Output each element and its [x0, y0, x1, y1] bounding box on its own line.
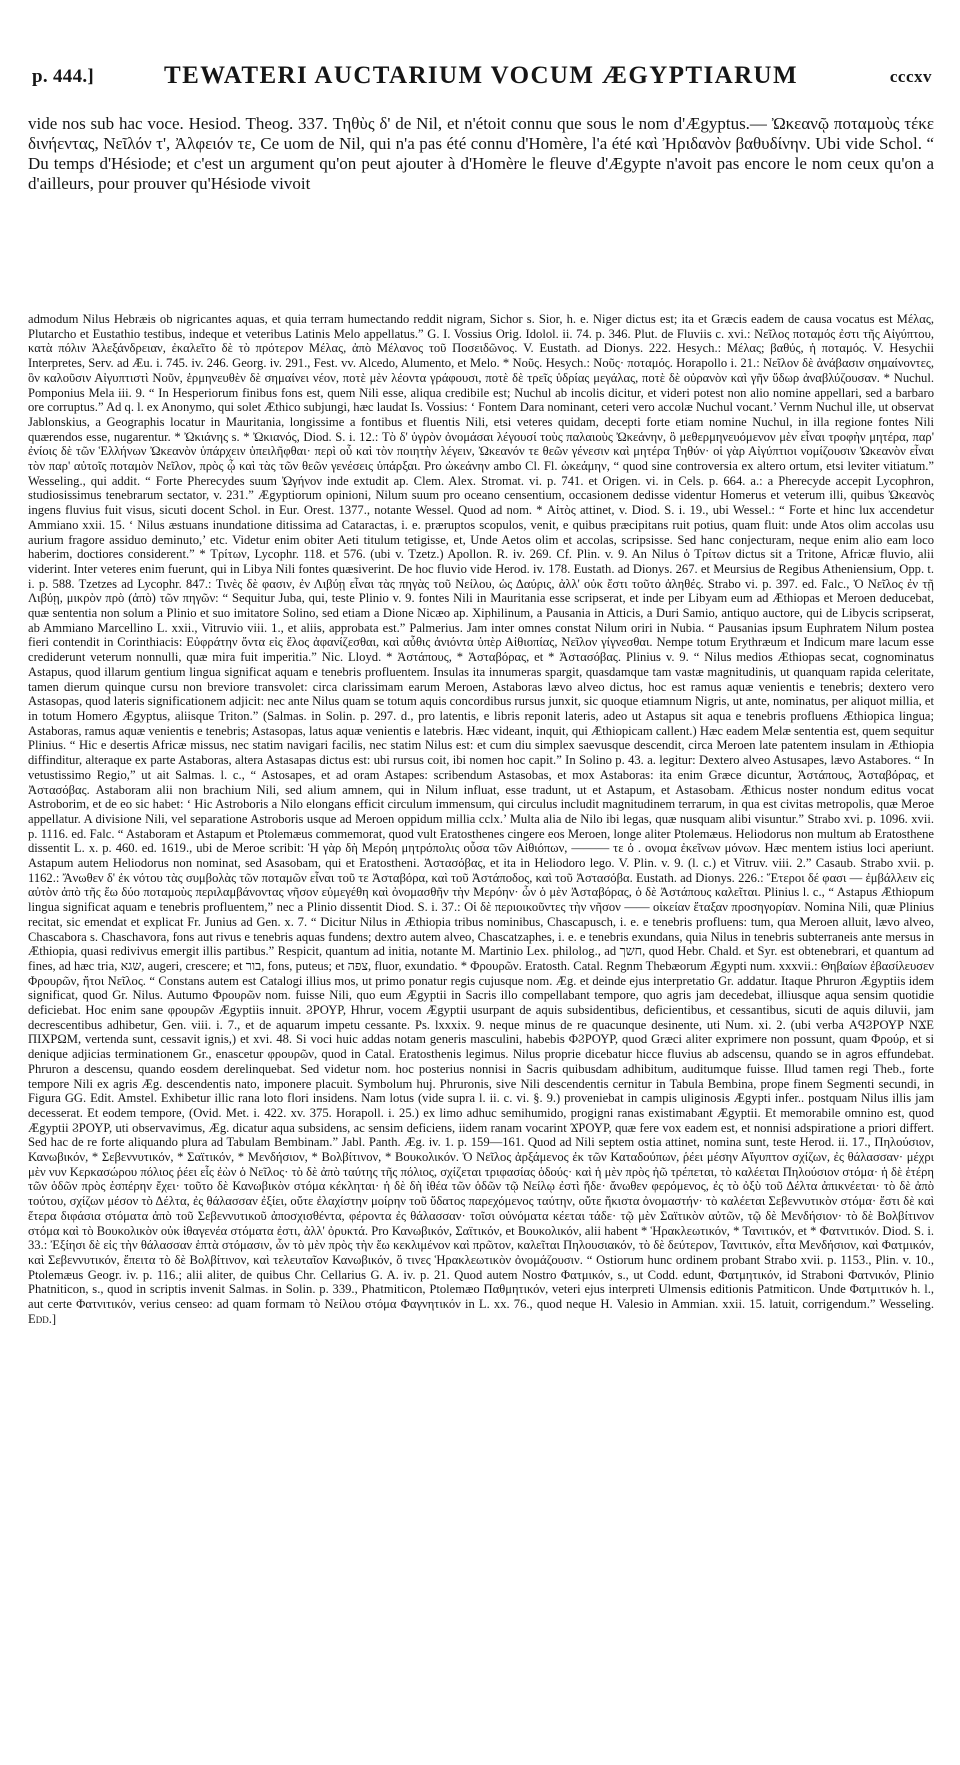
- running-header: [28, 52, 934, 92]
- footnotes-block: [28, 312, 934, 1327]
- page-number: p. 444.]: [32, 66, 95, 87]
- editor-mark: Edd.]: [28, 1311, 57, 1326]
- document-page: [28, 52, 934, 1327]
- folio-number: cccxv: [889, 67, 932, 86]
- running-title: TEWATERI AUCTARIUM VOCUM ÆGYPTIARUM: [164, 62, 798, 89]
- footnote-text: admodum Nilus Hebræis ob nigricantes aquas, et quia terram humectando reddit nigram, Sichor s. Sior, h. e. Niger dictus est; ita et Græcis eadem de causa vocatus est Μέλας, Plutarcho et Eustathio testibus, indeque et veteribus Latinis Melo appellatus.” G. I. Vossius Orig. Idolol. ii. 74. p. 346. Plut. de Fluviis c. xvi.: Νεῖλος ποταμός ἐστι τῆς Αἰγύπτου, κατὰ πόλιν Ἀλεξάνδρειαν, ἐκαλεῖτο δὲ τὸ πρότερον Μέλας, ἀπὸ Μέλανος τοῦ Ποσειδῶνος. V. Eustath. ad Dionys. 222. Hesych.: Μέλας; βαθύς, ἡ ποταμός. V. Hesychii Interpretes, Serv. ad Æu. i. 745. iv. 246. Georg. iv. 291., Fest. vv. Alcedo, Alumento, et Melo. * Νοῦς. Hesych.: Νοῦς· ποταμός. Horapollo i. 21.: Νεῖλον δὲ ἀνάβασιν σημαίνοντες, ὃν καλοῦσιν Αἰγυπτιστὶ Νοῦν, ἑρμηνευθὲν δὲ σημαίνει νέον, ποτὲ μὲν λέοντα γράφουσι, ποτὲ δὲ τρεῖς ὑδρίας μεγάλας, ποτὲ δὲ οὐρανὸν καὶ γῆν ὕδωρ ἀναβλύζουσαν. * Nuchul. Pomponius Mela iii. 9. “ In Hesperiorum finibus fons est, quem Nili esse, aliqua credibile est; Nuchul ab incolis dicitur, et videri potest non alio nomine appellari, sed a barbaro ore corruptus.” Ad q. l. ex Anonymo, qui solet Æthico subjungi, hæc laudat Is. Vossius: ‘ Fontem Dara nominant, ceteri vero accolæ Nuchul vocant.’ Vernm Nuchul ille, ut observat Jablonskius, a Geographis locatur in Mauritania, longissime a fontibus et fluentis Nili, etsi veteres quidam, decepti forte etiam nomine Nuchul, in illa regione fontes Nili quærendos esse, nugarentur. * Ὠκιάνης s. * Ὠκιανός, Diod. S. i. 12.: Τὸ δ' ὑγρὸν ὀνομάσαι λέγουσί τοὺς παλαιοὺς Ὠκεάνην, ὃ μεθερμηνευόμενον μὲν εἶναι τροφὴν μητέρα, παρ' ἐνίοις δὲ τῶν Ἑλλήνων Ὠκεανὸν ὑπάρχειν ὑπειλῆφθαι· περὶ οὗ καὶ τὸν ποιητὴν λέγειν, Ὠκεανόν τε θεῶν γένεσιν καὶ μητέρα Τηθύν· οἱ γὰρ Αἰγύπτιοι νομίζουσιν Ὠκεανὸν εἶναι τὸν παρ' αὐτοῖς ποταμὸν Νεῖλον, πρὸς ᾧ καὶ τὰς τῶν θεῶν γενέσεις ὑπάρξαι. Pro ὠκεάνην ambo Cl. Fl. ὠκεάμην, “ quod sine controversia ex altero ortum, etsi leviter vitiatum.” Wesseling., qui addit. “ Forte Pherecydes suum Ὠγήνον inde extudit ap. Clem. Alex. Stromat. vi. p. 741. et Origen. vi. in Cels. p. 664. a.: a Pherecyde accepit Lycophron, studiosissimus tenebrarum sectator, v. 231.” Ægyptiorum opinioni, Nilum suum pro oceano censentium, occasionem dedisse videntur Homerus et veterum illi, quibus Ὠκεανὸς ingens fluvius fuit visus, sicuti docent Schol. in Eur. Orest. 1377., notante Wessel. Quod ad nom. * Αἰτὸς attinet, v. Diod. S. i. 19., ubi Wessel.: “ Forte et hinc lux accendetur Ammiano xxii. 15. ‘ Nilus æstuans inundatione ditissima ad Cataractas, i. e. præruptos scopulos, venit, e quibus præcipitans ruit potius, quam fluit: unde Atos olim accolas usu aurium fragore assiduo deminuto,’ etc. Videtur enim obiter Aeti titulum tetigisse, et, Unde Aetos olim et accolas, scripsisse. Sed hanc conjecturam, neque enim alio eam loco haberim, doctiores considerent.” * Τρίτων, Lycophr. 118. et 576. (ubi v. Tzetz.) Apollon. R. iv. 269. Cf. Plin. v. 9. An Nilus ὁ Τρίτων dictus sit a Tritone, Africæ fluvio, alii viderint. Inter veteres enim fuerunt, qui in Libya Nili fontes quæsiverint. De hoc fluvio vide Herod. iv. 178. Eustath. ad Dionys. 267. et Meursius de Regibus Atheniensium, Opp. t. i. p. 588. Tzetzes ad Lycophr. 847.: Τινὲς δὲ φασιν, ἐν Λιβύῃ εἶναι τὰς πηγὰς τοῦ Νείλου, ὡς Δαύρις, ἀλλ' οὐκ ἔστι τοῦτο ἀληθές. Strabo vi. p. 397. ed. Falc., Ὁ Νεῖλος ἐν τῇ Λιβύῃ, μικρὸν πρὸ (ἀπὸ) τῶν πηγῶν: “ Sequitur Juba, qui, teste Plinio v. 9. fontes Nili in Mauritania esse scripserat, et inde per Libyam eum ad Æthiopas et Meroen deducebat, quæ sententia non solum a Plinio et suo imitatore Solino, sed etiam a Dione Nicæo ap. Xiphilinum, a Pausania in Atticis, a Duri Samio, antiquo auctore, qui de Libycis scripserat, ab Ammiano Marcellino L. xxii., Vitruvio viii. 1., et aliis, approbata est.” Palmerius. Jam inter omnes constat Nilum oriri in Nubia. “ Pausanias ipsum Euphratem Nilum postea fieri contendit in Corinthiacis: Εὐφράτην ὄντα εἰς ἕλος ἀφανίζεσθαι, καὶ αὖθις ἀνιόντα ὑπὲρ Αἰθιοπίας, Νεῖλον γίγνεσθαι. Nempe totum Erythræum et Indicum mare lacum esse crediderunt veterum nonnulli, quæ mira fuit imperitia.” Nic. Lloyd. * Ἀστάπους, * Ἀσταβόρας, et * Ἀστασόβας. Plinius v. 9. “ Nilus medios Æthiopas secat, cognominatus Astapus, quod illarum gentium lingua significat aquam e tenebris profluentem. Insulas ita innumeras spargit, quasdamque tam vastæ magnitudinis, ut quanquam rapida celeritate, tamen dierum quinque cursu non breviore transvolet: circa clarissimam earum Meroen, Astaboras lævo alveo dictus, hoc est ramus aquæ venientis e tenebris; dextero vero Astasopas, quod lateris significationem adjicit: nec ante Nilus quam se totum aquis concordibus rursus junxit, sic quoque etiamnum Nigris, ut ante, nominatus, per aliquot millia, et in totum Homero Ægyptus, aliisque Triton.” (Salmas. in Solin. p. 297. d., pro latentis, e libris reponit lateris, adeo ut Astapus sit aqua e tenebris profluens Æthiopica lingua; Astaboras, ramus aquæ venientis e tenebris; Astasopas, latus aquæ venientis e latebris. Hæc videant, inquit, qui Æthiopicam callent.) Hæc eadem Melæ sententia est, quem sequitur Plinius. “ Hic e desertis Africæ missus, nec statim navigari facilis, nec statim Nilus est: et cum diu simplex saevusque descendit, circa Meroen late patentem insulam in Æthiopia diffinditur, alteraque ex parte Astaboras, altera Astasapas dictus est: ubi rursus coit, ibi nomen hoc capit.” In Solino p. 43. a. legitur: Dextero alveo Astusapes, lævo Astabores. “ In vetustissimo Regio,” ut ait Salmas. l. c., “ Astosapes, et ad oram Astapes: scribendum Astasobas, et mox Astaboras: ita enim Græce dicuntur, Ἀστάπους, Ἀσταβόρας, et Ἀστασόβας. Astaboram alii non brachium Nili, sed alium amnem, qui in Nilum influat, esse tradunt, ut et Astapum, et Astasobam. Æthicus noster nondum editus vocat Astroborim, et de eo sic habet: ‘ Hic Astroboris a Nilo elongans efficit circulum immensum, qui circulus includit magnitudinem terrarum, in qua est civitas metropolis, quæ Meroe appellatur. A divisione Nili, vel separatione Astroboris usque ad Meroen oppidum millia cclx.’ Multa alia de Nilo ibi legas, quæ nusquam alibi visuntur.” Strabo xvi. p. 1096. xvii. p. 1116. ed. Falc. “ Astaboram et Astapum et Ptolemæus commemorat, quod vult Eratosthenes cingere eos Meroen, longe aliter Ptolemæus. Heliodorus non multum ab Eratosthene dissentit L. x. p. 460. ed. 1619., ubi de Meroe scribit: Ἡ γὰρ δὴ Μερόη μητρόπολις οὖσα τῶν Αἰθιόπων, ——— τε ὁ . ονομα ἐκεῖνων μόνων. Hæc mentem istius loci aperiunt. Astapum autem Heliodorus non nominat, sed Asasobam, qui et Eratostheni. Ἀστασόβας, et ita in Heliodoro lego. V. Plin. v. 9. (l. c.) et Vitruv. viii. 2.” Casaub. Strabo xvii. p. 1162.: Ἄνωθεν δ' ἐκ νότου τὰς συμβολὰς τῶν ποταμῶν εἶναι τοῦ τε Ἀσταβόρα, καὶ τοῦ Ἀστάποδος, καὶ τοῦ Ἀστασόβα. Eustath. ad Dionys. 226.: Ἕτεροι δέ φασι — ἐμβάλλειν εἰς αὐτὸν ἀπὸ τῆς ἕω δύο ποταμοὺς περιλαμβάνοντας νῆσον εὐμεγέθη καὶ ὀνομασθῆν τὴν Μερόην· ὧν ὁ μὲν Ἀσταβόρας, ὁ δὲ Ἀστάπους καλεῖται. Plinius l. c., “ Astapus Æthiopum lingua significat aquam e tenebris profluentem,” nec a Plinio dissentit Diod. S. i. 37.: Οἱ δὲ περιοικοῦντες τὴν νῆσον —— οἰκείαν ἔταξαν προσηγορίαν. Nomina Nili, quæ Plinius recitat, sic emendat et explicat Fr. Junius ad Gen. x. 7. “ Dicitur Nilus in Æthiopia tribus nominibus, Chascapusch, i. e. e tenebris profluens: tum, qua Meroen alluit, lævo alveo, Chascabora s. Chaschavora, fons aut rivus e tenebris aquas fundens; dextro autem alveo, Chascatzaphes, i. e. e tenebris exundans, quia Nilus in tenebris subterraneis ante mersus in Æthiopia, quasi redivivus emergit illis partibus.” Respicit, quantum ad initia, notante M. Martinio Lex. philolog., ad חשך, quod Hebr. Chald. et Syr. est obtenebrari, et quantum ad fines, ad hæc tria, שגא, augeri, crescere; et בור, fons, puteus; et צפה, fluor, exundatio. * Φρουρῶν. Eratosth. Catal. Regnm Thebæorum Ægypti num. xxxvii.: Θηβαίων ἐβασίλευσεν Φρουρῶν, ἤτοι Νεῖλος. “ Constans autem est Catalogi illius mos, ut primo ponatur regis cujusque nom. Æg. et deinde ejus interpretatio Gr. addatur. Itaque Phruron Ægyptiis idem significat, quod Gr. Nilus. Autumo Φρουρῶν nom. fuisse Nili, quo eum Ægyptii in Sacris illo compellabant tempore, quo agris jam decedebat, illiusque aqua sensim quotidie deficiebat. Hoc enim sane φρουρῶν Ægyptiis innuit. ϨΡΟΥΡ, Hhrur, vocem Ægyptii usurpant de aquis subsidentibus, deficientibus, et cessantibus, sicuti de aquis diluvii, jam decrescentibus adhibetur, Gen. viii. i. 7., et de aquarum impetu cessante. Ps. lxxxix. 9. neque minus de re quacunque desinente, uti Num. xi. 2. (ubi verba ΑϤϨΡΟΥΡ ΝϪΕ ΠΙΧΡΩΜ, vertenda sunt, cessavit ignis,) et xvi. 48. Si voci huic addas notam generis masculini, habebis ΦϨΡΟΥΡ, quod Græci aliter exprimere non possunt, quam Φρούρ, et si denique adjicias terminationem Gr., enascetur φρουρῶν, quod in Catal. Eratosthenis legimus. Nilus proprie dicebatur hicce fluvius ab adscensu, quando se in agros effundebat. Phruron a descensu, quando eosdem derelinquebat. Sed videtur nom. hoc posterius nonnisi in Sacris quibusdam adhibitum, auditumque fuisse. Illud tamen regi Theb., forte tempore Nili ex agris Æg. descendentis nato, imponere placuit. Symbolum huj. Phruronis, sive Nili descendentis cernitur in Tabula Bembina, prope finem Segmenti secundi, in Figura GG. Edit. Amstel. Exhibetur illic rana loto flori insidens. Nam lotus (vide supra l. ii. c. vi. §. 9.) proveniebat in campis uliginosis Ægypti infer.. postquam Nilus illis jam decesserat. Et eodem tempore, (Ovid. Met. i. 422. xv. 375. Horapoll. i. 25.) ex limo adhuc semihumido, progigni ranas existimabant Ægyptii. Et memorabile omnino est, quod Ægyptii ϨΡΟΥΡ, uti observavimus, Æg. dicatur aqua subsidens, ac sensim deficiens, iidem ranam vocarint ϪΡΟΥΡ, quæ fere vox eadem est, et nonnisi adspiratione a priori differt. Sed hac de re forte aliquando plura ad Tabulam Bembinam.” Jabl. Panth. Æg. iv. 1. p. 159—161. Quod ad Nili septem ostia attinet, nomina sunt, teste Herod. ii. 17., Πηλούσιον, Κανωβικόν, * Σεβεννυτικόν, * Σαϊτικόν, * Μενδήσιον, * Βολβίτινον, * Βουκολικόν. Ὁ Νεῖλος ἀρξάμενος ἐκ τῶν Καταδούπων, ῥέει μέσην Αἴγυπτον σχίζων, ἐς θάλασσαν· μέχρι μὲν νυν Κερκασώρου πόλιος ῥέει εἷς ἐὼν ὁ Νεῖλος· τὸ δὲ ἀπὸ ταύτης τῆς πόλιος, σχίζεται τριφασίας ὁδούς· καὶ ἡ μὲν πρὸς ἠῶ τρέπεται, τὸ καλέεται Πηλούσιον στόμα· ἡ δὲ ἑτέρη τῶν ὁδῶν πρὸς ἑσπέρην ἔχει· τοῦτο δὲ Κανωβικὸν στόμα κέκληται· ἡ δὲ δὴ ἰθέα τῶν ὁδῶν τῷ Νείλῳ ἐστὶ ἥδε· ἄνωθεν φερόμενος, ἐς τὸ ὀξὺ τοῦ Δέλτα ἀπικνέεται· τὸ δὲ ἀπὸ τούτου, σχίζων μέσον τὸ Δέλτα, ἐς θάλασσαν ἐξίει, οὔτε ἐλαχίστην μοίρην τοῦ ὕδατος παρεχόμενος ταύτην, οὔτε ἥκιστα ὀνομαστήν· τὸ καλέεται Σεβεννυτικὸν στόμα· ἔστι δὲ καὶ ἕτερα διφάσια στόματα ἀπὸ τοῦ Σεβεννυτικοῦ ἀποσχισθέντα, φέροντα ἐς θάλασσαν· τοῖσι οὐνόματα κέεται τάδε· τῷ μὲν Σαϊτικὸν αὐτῶν, τῷ δὲ Μενδήσιον· τὸ δὲ Βολβίτινον στόμα καὶ τὸ Βουκολικὸν οὐκ ἰθαγενέα στόματα ἐστι, ἀλλ' ὀρυκτά. Pro Κανωβικόν, Σαϊτικόν, et Βουκολικόν, alii habent * Ἡρακλεωτικόν, * Τανιτικόν, et * Φατνιτικόν. Diod. S. i. 33.: Ἐξίησι δὲ εἰς τὴν θάλασσαν ἑπτὰ στόμασιν, ὧν τὸ μὲν πρὸς τὴν ἕω κεκλιμένον καὶ πρῶτον, καλεῖται Πηλουσιακόν, τὸ δὲ δεύτερον, Τανιτικόν, εἶτα Μενδήσιον, καὶ Φατμικόν, καὶ Σεβεννυτικόν, ἔπειτα τὸ δὲ Βολβίτινον, καὶ τελευταῖον Κανωβικόν, ὅ τινες Ἡρακλεωτικὸν ὀνομάζουσιν. “ Ostiorum hunc ordinem probant Strabo xvii. p. 1153., Plin. v. 10., Ptolemæus Geogr. iv. p. 116.; alii aliter, de quibus Chr. Cellarius G. A. iv. p. 21. Quod autem Nostro Φατμικόν, s., ut Codd. edunt, Φατμητικόν, id Straboni Φατνικόν, Plinio Phatniticon, s., quod in scriptis invenit Salmas. in Solin. p. 339., Phatmiticon, Ptolemæo Παθμητικόν, veteri ejus interpreti Ulmensis editionis Patmiticon. Unde Φατμιτικόν h. l., aut certe Φατνιτικόν, verius censeo: ad quam formam τὸ Νείλου στόμα Φαγνητικόν in L. xx. 76., quod neque H. Valesio in Ammian. xxii. 15. latuit, corrigendum.” Wesseling.: [28, 312, 935, 1312]
- main-text-block: [28, 114, 934, 194]
- blank-space: [28, 194, 934, 312]
- footnote-paragraph: [28, 312, 934, 1327]
- main-paragraph: vide nos sub hac voce. Hesiod. Theog. 337. Τηθὺς δ' de Nil, et n'étoit connu que sous le nom d'Ægyptus.— Ὠκεανῷ ποταμοὺς τέκε δινήεντας, Νεῖλόν τ', Ἀλφειόν τε, Ce uom de Nil, qui n'a pas été connu d'Homère, l'a été καὶ Ἠριδανὸν βαθυδίνην. Ubi vide Schol. “ Du temps d'Hésiode; et c'est un argument qu'on peut ajouter à d'Homère le fleuve d'Ægypte n'avoit pas encore le nom ceux qu'on a d'ailleurs, pour prouver qu'Hésiode vivoit: [28, 114, 934, 193]
